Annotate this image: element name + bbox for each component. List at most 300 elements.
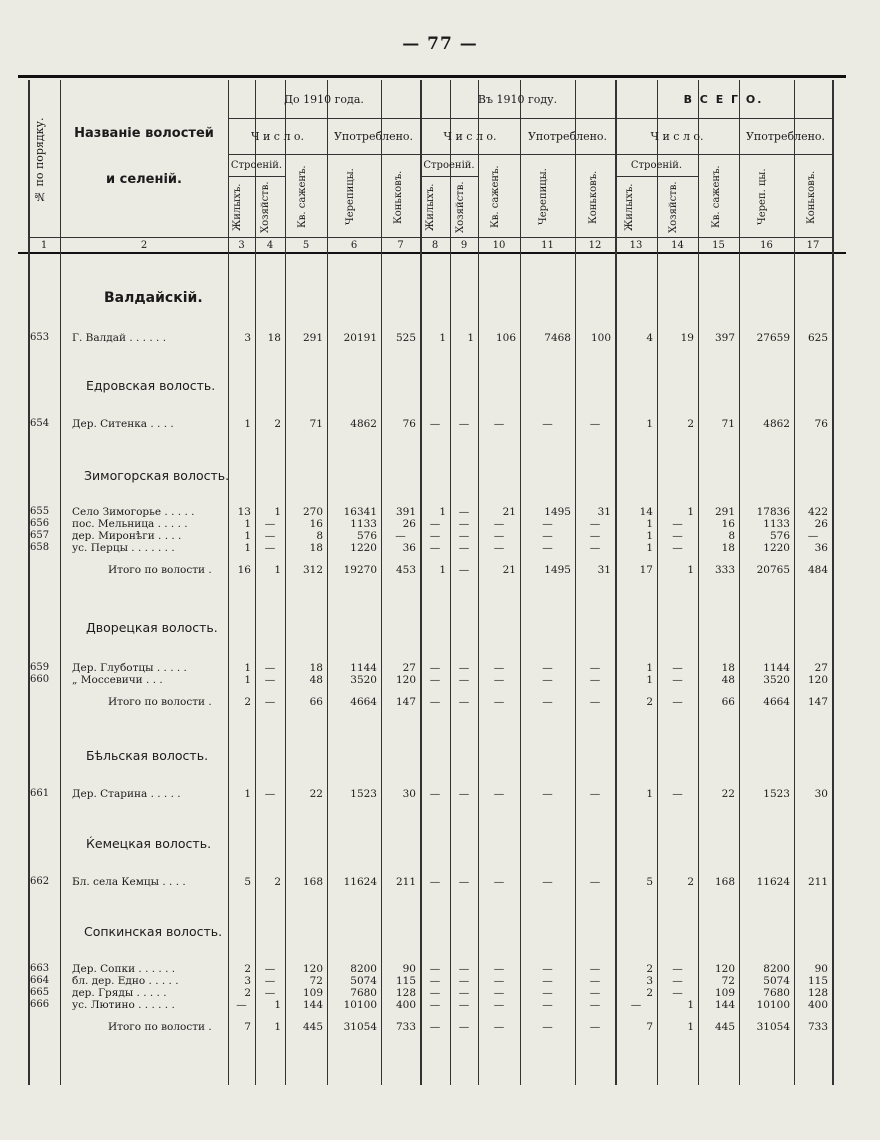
table-cell: — [589,518,601,530]
table-cell: — [458,987,470,999]
column-divider [478,80,479,1085]
table-cell: 109 [714,987,735,999]
table-cell: 120 [807,674,828,686]
table-cell: — [264,662,276,674]
table-cell: — [589,542,601,554]
table-cell: 3 [244,332,251,344]
table-cell: — [542,418,553,430]
header-divider [28,237,832,238]
table-cell: 1495 [544,506,571,518]
table-cell: — [493,788,505,800]
group-before-1910: До 1910 года. [284,93,364,106]
table-cell: — [493,975,505,987]
table-cell: 397 [714,332,735,344]
table-cell: 625 [807,332,828,344]
table-cell: 1 [646,542,653,554]
row-number: 659 [30,662,50,673]
table-cell: 16 [721,518,735,530]
table-cell: 1 [646,518,653,530]
table-cell: — [493,999,505,1011]
table-cell: — [458,542,470,554]
table-cell: 18 [267,332,281,344]
column-divider [327,80,328,1085]
table-cell: 120 [302,963,323,975]
table-cell: — [542,1021,553,1033]
table-cell: 36 [402,542,416,554]
table-cell: 211 [395,876,416,888]
header-divider [615,176,698,177]
table-cell: 733 [395,1021,416,1033]
table-cell: — [458,999,470,1011]
row-number: 654 [30,418,50,429]
column-number: 13 [629,240,643,251]
table-cell: 1 [439,332,446,344]
h-kv-3: Кв. саженъ. [711,165,722,229]
table-cell: — [542,674,553,686]
table-cell: 2 [244,696,251,708]
section-title: Зимогорская волость. [84,468,230,483]
table-cell: 1523 [350,788,377,800]
table-cell: 48 [721,674,735,686]
column-divider [739,80,740,1085]
table-cell: — [458,788,470,800]
table-cell: 21 [502,564,516,576]
row-number: 664 [30,975,50,986]
h-kv-1: Кв. саженъ. [297,165,308,229]
table-cell: 4862 [350,418,377,430]
table-cell: — [458,876,470,888]
table-cell: — [493,518,505,530]
h-konkov-2: Коньковъ. [588,170,599,224]
table-cell: 13 [237,506,251,518]
table-cell: 11624 [343,876,377,888]
table-cell: 1133 [763,518,790,530]
column-divider [28,80,30,1085]
group-in-1910: Въ 1910 году. [477,93,558,106]
table-cell: 7 [244,1021,251,1033]
table-cell: 1 [646,674,653,686]
table-cell: 1220 [763,542,790,554]
table-cell: 733 [807,1021,828,1033]
column-number: 11 [541,240,554,251]
table-cell: 18 [309,542,323,554]
table-cell: 7680 [763,987,790,999]
table-cell: 66 [309,696,323,708]
table-cell: 144 [714,999,735,1011]
table-cell: — [458,530,470,542]
row-number: 662 [30,876,50,887]
table-cell: 400 [807,999,828,1011]
column-number: 3 [238,240,245,251]
row-number: 657 [30,530,50,541]
table-cell: 147 [807,696,828,708]
table-cell: 27 [814,662,828,674]
table-cell: 48 [309,674,323,686]
name-header-line1: Названіе волостей [74,126,214,141]
table-cell: — [542,987,553,999]
column-number: 12 [588,240,602,251]
column-divider [255,80,256,1085]
table-cell: — [429,418,441,430]
table-cell: 16 [237,564,251,576]
table-cell: — [458,564,470,576]
table-cell: 18 [309,662,323,674]
table-cell: 391 [395,506,416,518]
table-cell: 31 [597,564,611,576]
column-divider [420,80,422,1085]
name-header-line2: и селеній. [106,172,182,187]
place-name: Г. Валдай . . . . . . [72,332,167,344]
column-number: 7 [397,240,404,251]
table-cell: 2 [646,987,653,999]
table-cell: 31054 [343,1021,377,1033]
table-cell: — [589,662,601,674]
table-cell: — [458,963,470,975]
table-cell: — [589,876,601,888]
table-cell: — [264,530,276,542]
row-number: 655 [30,506,50,517]
table-cell: 144 [302,999,323,1011]
place-name: Село Зимогорье . . . . . [72,506,195,518]
upotrebleno-1: Употреблено. [333,130,414,143]
table-cell: — [429,542,441,554]
table-cell: — [493,696,505,708]
header-divider [228,176,285,177]
column-number: 15 [712,240,725,251]
table-cell: 10100 [343,999,377,1011]
table-cell: 16341 [343,506,377,518]
h-zhilykh-1: Жилыхъ. [232,183,243,231]
header-divider [228,154,832,155]
top-rule [18,75,846,78]
table-cell: — [458,674,470,686]
chislo-2: Ч и с л о. [443,130,497,143]
row-number: 660 [30,674,50,685]
table-cell: — [264,963,276,975]
upotrebleno-2: Употреблено. [527,130,608,143]
table-cell: — [589,418,601,430]
column-divider [228,80,229,1085]
table-cell: 90 [402,963,416,975]
table-cell: — [672,987,683,999]
table-cell: 1144 [350,662,377,674]
table-cell: 7680 [350,987,377,999]
table-cell: 27659 [756,332,790,344]
column-divider [450,80,451,1085]
table-cell: 90 [814,963,828,975]
table-cell: — [542,999,553,1011]
table-cell: — [542,788,553,800]
table-cell: 4664 [763,696,790,708]
table-cell: — [589,975,601,987]
table-cell: 576 [769,530,790,542]
table-cell: — [542,963,553,975]
table-cell: — [807,530,819,542]
table-cell: — [542,530,553,542]
header-divider [420,176,478,177]
table-cell: 100 [590,332,611,344]
table-cell: 30 [402,788,416,800]
place-name: Дер. Глуботцы . . . . . [72,662,187,674]
table-cell: — [542,696,553,708]
table-cell: 26 [402,518,416,530]
table-cell: 1220 [350,542,377,554]
table-cell: — [672,662,683,674]
table-cell: 1 [244,674,251,686]
table-cell: — [458,696,470,708]
table-cell: — [589,696,601,708]
table-cell: 3 [646,975,653,987]
table-cell: 5 [244,876,251,888]
table-cell: — [542,542,553,554]
column-divider [575,80,576,1085]
table-cell: — [589,963,601,975]
table-cell: 445 [714,1021,735,1033]
h-cherep-1: Черепицы. [345,168,356,226]
table-cell: 18 [721,662,735,674]
column-divider [520,80,521,1085]
table-cell: — [429,1021,441,1033]
table-cell: 26 [814,518,828,530]
table-cell: 21 [502,506,516,518]
table-cell: 8 [316,530,323,542]
table-cell: 1 [244,418,251,430]
section-title: Валдайскій. [104,290,203,306]
table-cell: 4 [646,332,653,344]
table-cell: 22 [721,788,735,800]
table-cell: 422 [807,506,828,518]
table-cell: 27 [402,662,416,674]
table-cell: 445 [302,1021,323,1033]
table-cell: 2 [687,876,694,888]
table-cell: 333 [714,564,735,576]
place-name: Бл. села Кемцы . . . . [72,876,186,888]
table-cell: 18 [721,542,735,554]
table-cell: 109 [302,987,323,999]
section-title: Едровская волость. [86,378,216,393]
table-cell: 576 [356,530,377,542]
table-cell: 1 [244,530,251,542]
table-cell: — [672,963,683,975]
table-cell: 106 [495,332,516,344]
table-cell: — [264,975,276,987]
table-cell: — [493,987,505,999]
table-cell: — [458,418,470,430]
row-number: 663 [30,963,50,974]
table-cell: 211 [807,876,828,888]
table-cell: 1 [687,506,694,518]
table-cell: 291 [302,332,323,344]
chislo-3: Ч и с л о. [650,130,704,143]
row-number: 653 [30,332,50,343]
table-cell: 1 [687,999,694,1011]
table-cell: — [672,788,683,800]
table-cell: — [429,518,441,530]
table-cell: — [589,999,601,1011]
table-cell: 168 [714,876,735,888]
table-cell: — [264,987,276,999]
table-cell: 115 [395,975,416,987]
table-cell: 31 [597,506,611,518]
column-divider [794,80,795,1085]
table-cell: 2 [274,418,281,430]
table-cell: — [429,963,441,975]
h-khoz-1: Хозяйств. [260,181,271,233]
table-cell: 36 [814,542,828,554]
col-number-header: № по порядку. [33,117,46,203]
table-cell: — [429,999,441,1011]
column-divider [615,80,617,1085]
table-cell: — [458,1021,470,1033]
table-cell: 1 [244,518,251,530]
table-cell: 76 [814,418,828,430]
place-name: дер. Миронѣги . . . . [72,530,182,542]
table-cell: — [264,788,276,800]
table-cell: 1 [244,788,251,800]
stroeniy-3: Строеній. [630,160,683,171]
table-cell: 22 [309,788,323,800]
place-name: ус. Лютино . . . . . . [72,999,175,1011]
table-cell: 128 [395,987,416,999]
table-cell: 1 [687,1021,694,1033]
table-cell: 1 [439,506,446,518]
table-cell: — [458,518,470,530]
table-cell: — [493,963,505,975]
table-cell: 128 [807,987,828,999]
table-cell: 11624 [756,876,790,888]
group-total: В С Е Г О. [683,93,764,106]
column-number: 16 [760,240,773,251]
table-cell: 2 [687,418,694,430]
table-cell: 19 [680,332,694,344]
h-konkov-3: Коньковъ. [806,170,817,224]
column-number: 8 [431,240,439,251]
section-title: Ќемецкая волость. [86,836,212,851]
table-cell: — [395,530,406,542]
table-cell: — [458,506,470,518]
table-cell: — [458,975,470,987]
column-number: 14 [671,240,684,251]
table-cell: — [493,662,505,674]
total-label: Итого по волости . [108,1021,212,1033]
table-cell: 2 [274,876,281,888]
table-cell: — [264,542,276,554]
section-title: Дворецкая волость. [86,620,218,635]
table-cell: — [542,662,553,674]
table-cell: 525 [395,332,416,344]
column-divider [60,80,61,1085]
table-cell: 71 [721,418,735,430]
table-cell: 30 [814,788,828,800]
table-cell: 1523 [763,788,790,800]
table-cell: 1 [244,542,251,554]
table-cell: — [672,542,683,554]
table-cell: 312 [302,564,323,576]
table-cell: — [429,876,441,888]
column-divider [285,80,286,1085]
table-cell: — [672,674,683,686]
h-zhilykh-3: Жилыхъ. [624,183,635,231]
table-cell: 1495 [544,564,571,576]
table-cell: — [589,987,601,999]
table-cell: 66 [721,696,735,708]
table-cell: 5074 [763,975,790,987]
total-label: Итого по волости . [108,696,212,708]
table-cell: — [542,975,553,987]
place-name: Дер. Сопки . . . . . . [72,963,176,975]
column-divider [698,80,699,1085]
table-cell: — [493,542,505,554]
column-number: 10 [492,240,506,251]
header-divider [228,118,832,119]
table-cell: — [429,530,441,542]
h-konkov-1: Коньковъ. [393,170,404,224]
table-cell: — [264,674,276,686]
place-name: ус. Перцы . . . . . . . [72,542,175,554]
h-cherep-2: Черепицы. [538,168,549,226]
table-cell: 484 [807,564,828,576]
place-name: дер. Гряды . . . . . [72,987,167,999]
table-cell: 3520 [763,674,790,686]
place-name: Дер. Ситенка . . . . [72,418,174,430]
table-cell: 16 [309,518,323,530]
table-cell: 1 [274,564,281,576]
table-cell: 120 [714,963,735,975]
table-cell: — [672,975,683,987]
place-name: Дер. Старина . . . . . [72,788,181,800]
table-cell: 20191 [343,332,377,344]
table-cell: 14 [639,506,653,518]
table-cell: 1 [274,999,281,1011]
table-cell: 19270 [343,564,377,576]
total-label: Итого по волости . [108,564,212,576]
column-number: 5 [302,240,310,251]
table-cell: 76 [402,418,416,430]
table-cell: 7468 [544,332,571,344]
table-cell: — [630,999,642,1011]
column-number: 4 [266,240,274,251]
table-cell: 8200 [763,963,790,975]
table-cell: 2 [646,696,653,708]
table-cell: 270 [302,506,323,518]
table-cell: 1 [646,530,653,542]
table-cell: 291 [714,506,735,518]
table-cell: 8200 [350,963,377,975]
upotrebleno-3: Употреблено. [745,130,826,143]
table-cell: 120 [395,674,416,686]
table-cell: 1 [646,788,653,800]
table-cell: 72 [721,975,735,987]
table-cell: — [589,674,601,686]
table-cell: 4664 [350,696,377,708]
place-name: „ Моссевичи . . . [72,674,163,686]
table-cell: — [672,696,683,708]
table-cell: — [236,999,247,1011]
row-number: 661 [30,788,50,799]
table-cell: — [589,788,601,800]
table-cell: 10100 [756,999,790,1011]
stroeniy-2: Строеній. [423,160,475,171]
table-cell: 453 [395,564,416,576]
table-cell: 1144 [763,662,790,674]
column-number: 1 [40,240,48,251]
row-number: 666 [30,999,50,1010]
table-cell: 168 [302,876,323,888]
column-divider [832,80,834,1085]
section-title: Сопкинская волость. [84,924,223,939]
column-number: 6 [350,240,358,251]
column-divider [657,80,658,1085]
